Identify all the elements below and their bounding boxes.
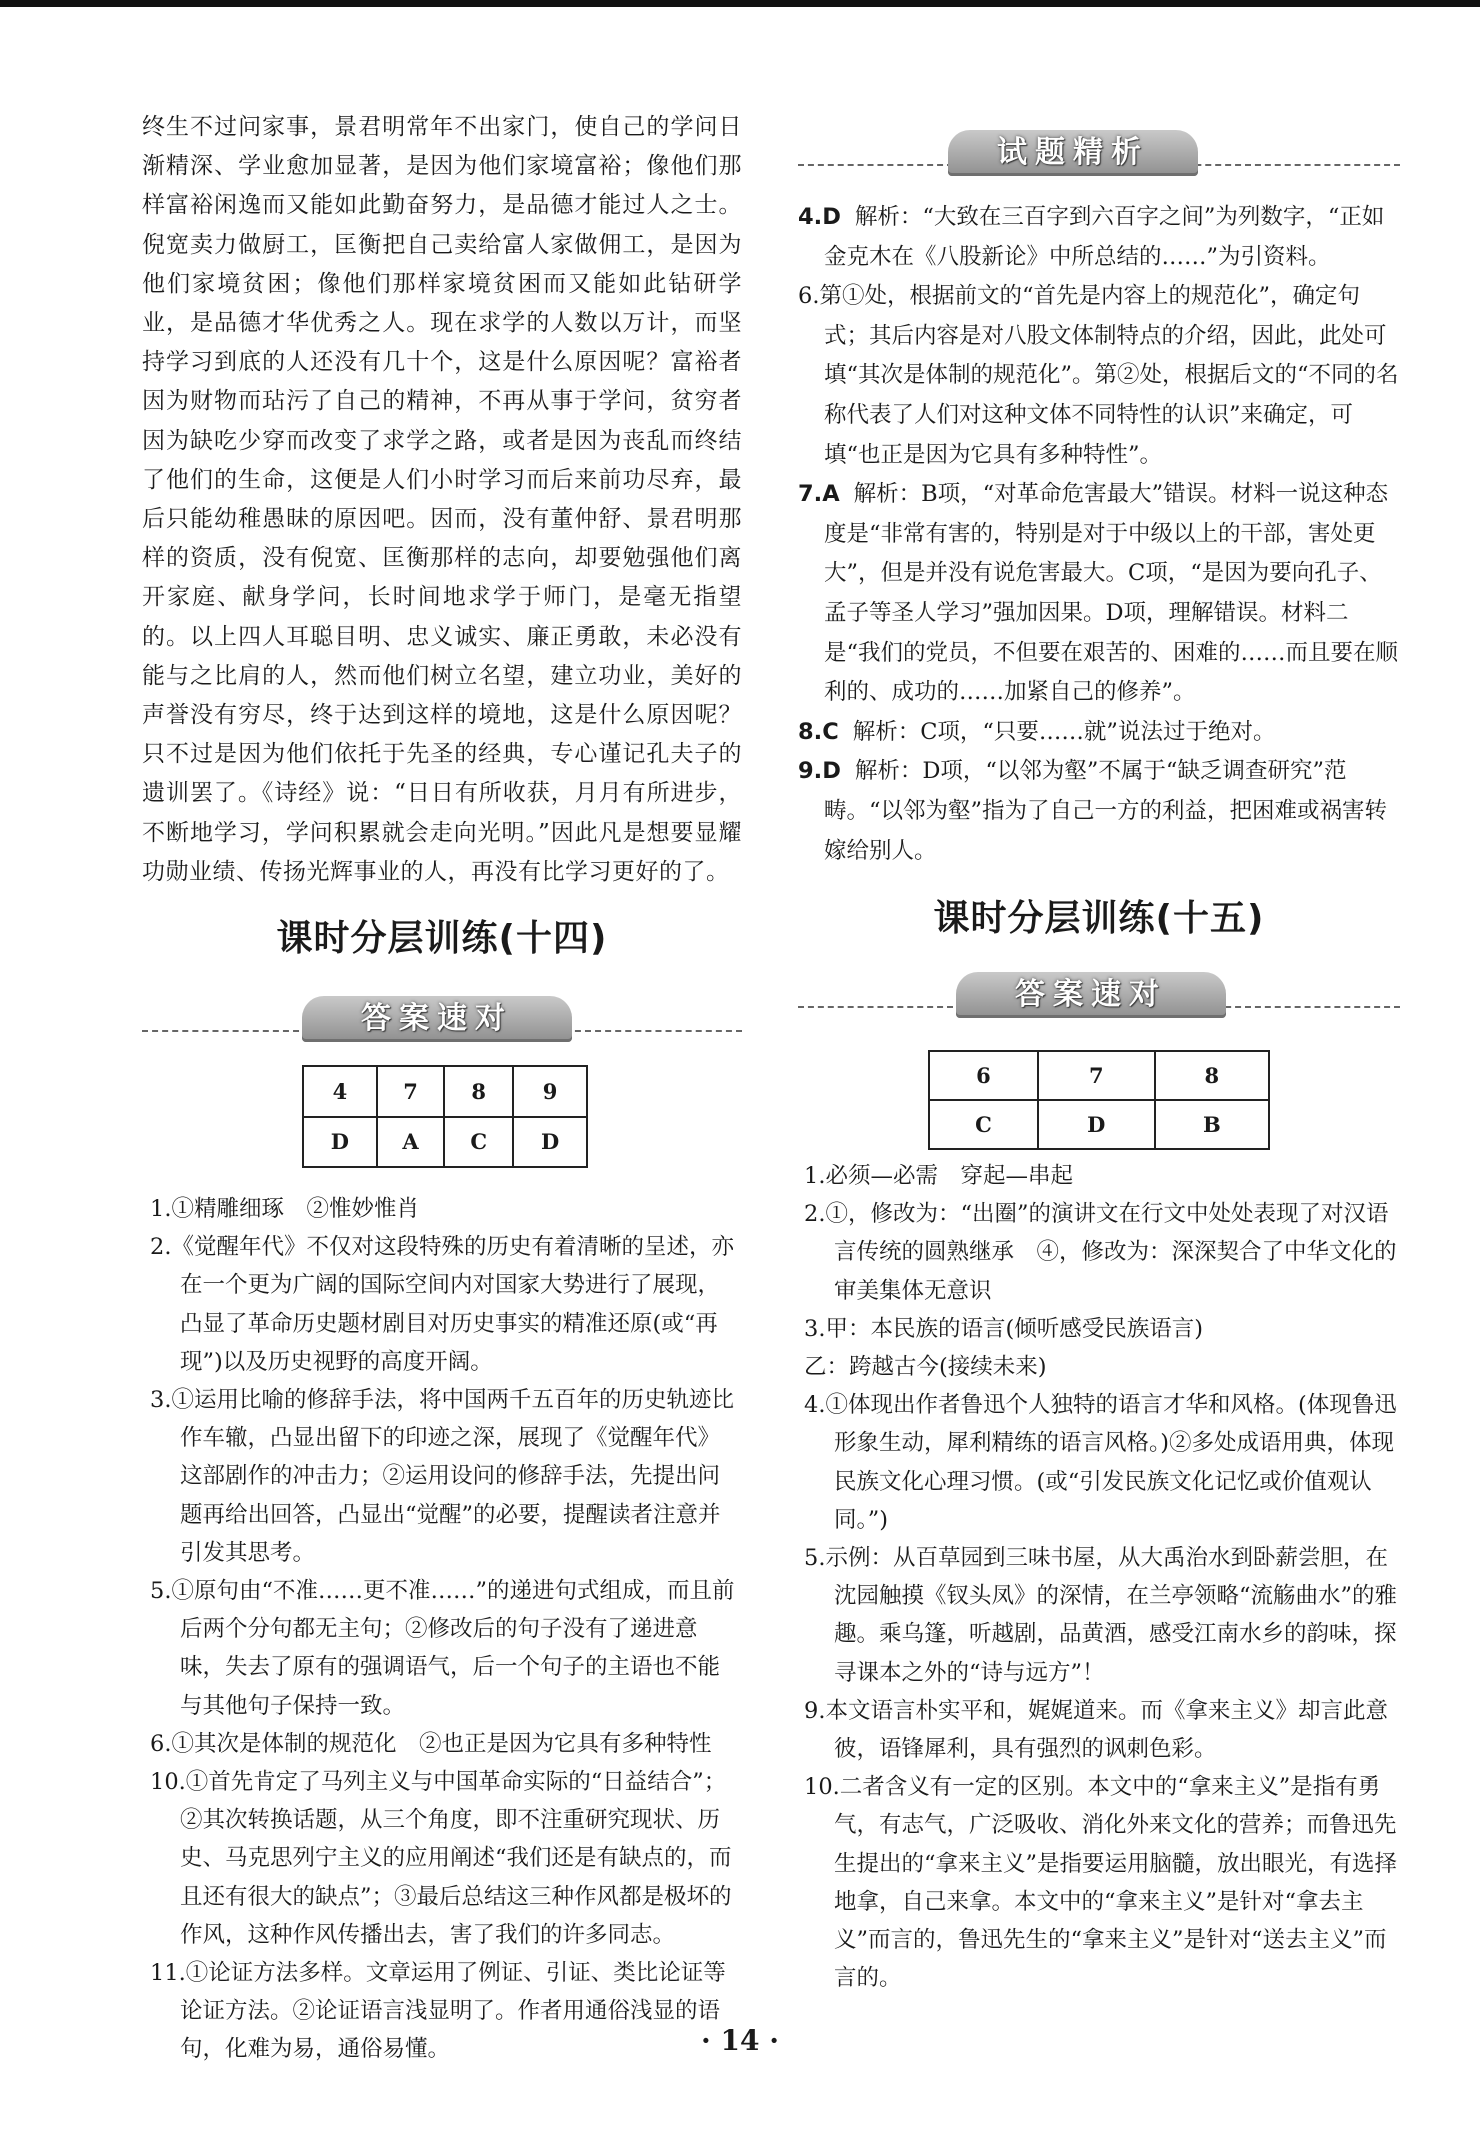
section-14-answers (150, 1190, 742, 2069)
jiexi-text: 解析：C项，“只要……就”说法过于绝对。 (852, 718, 1276, 745)
translation-paragraph: 终生不过问家事，景君明常年不出家门，使自己的学问日渐精深、学业愈加显著，是因为他们家境富裕；像他们那样富裕闲逸而又能如此勤奋努力，是品德才能过人之士。倪宽卖力做厨工，匡衡把自己卖给富人家做佣工，是因为他们家境贫困；像他们那样家境贫困而又能如此钻研学业，是品德才华优秀之人。现在求学的人数以万计，而坚持学习到底的人还没有几十个，这是什么原因呢？富裕者因为财物而玷污了自己的精神，不再从事于学问，贫穷者因为缺吃少穿而改变了求学之路，或者是因为丧乱而终结了他们的生命，这便是人们小时学习而后来前功尽弃，最后只能幼稚愚昧的原因吧。因而，没有董仲舒、景君明那样的资质，没有倪宽、匡衡那样的志向，却要勉强他们离开家庭、献身学问，长时间地求学于师门，是毫无指望的。以上四人耳聪目明、忠义诚实、廉正勇敢，未必没有能与之比肩的人，然而他们树立名望，建立功业，美好的声誉没有穷尽，终于达到这样的境地，这是什么原因呢？只不过是因为他们依托于先圣的经典，专心谨记孔夫子的遗训罢了。《诗经》说：“日日有所收获，月月有所进步，不断地学习，学问积累就会走向光明。”因此凡是想要显耀功勋业绩、传扬光辉事业的人，再没有比学习更好的了。 (142, 114, 742, 885)
section-14-banner (142, 996, 742, 1048)
answer-item: 5.①原句由“不准……更不准……”的递进句式组成，而且前后两个分句都无主句；②修改后的句子没有了递进意味，失去了原有的强调语气，后一个句子的主语也不能与其他句子保持一致。 (150, 1578, 735, 1719)
section-14-answer-table (302, 1065, 588, 1168)
section-15-banner (798, 972, 1400, 1024)
table-cell: 4 (303, 1066, 377, 1117)
table-cell: C (929, 1100, 1038, 1149)
jiexi-item (798, 277, 1400, 475)
answer-item: 5.示例：从百草园到三味书屋，从大禹治水到卧薪尝胆，在沈园触摸《钗头凤》的深情，在兰亭领略“流觞曲水”的雅趣。乘乌篷，听越剧，品黄酒，感受江南水乡的韵味，探寻课本之外的“诗与远方”！ (804, 1545, 1398, 1686)
jiexi-text: 解析：“大致在三百字到六百字之间”为列数字，“正如金克木在《八股新论》中所总结的……”为引资料。 (824, 204, 1385, 270)
section-14-title: 课时分层训练(十四) (276, 918, 608, 959)
question-number: 8.C (798, 718, 839, 745)
table-row (303, 1066, 587, 1117)
table-cell: B (1155, 1100, 1269, 1149)
answer-item: 6.①其次是体制的规范化 ②也正是因为它具有多种特性 (150, 1730, 712, 1757)
table-cell: 7 (1038, 1051, 1155, 1100)
answer-item: 2.①，修改为：“出圈”的演讲文在行文中处处表现了对汉语言传统的圆熟继承 ④，修改为：深深契合了中华文化的审美集体无意识 (804, 1201, 1397, 1304)
section-15-title: 课时分层训练(十五) (933, 898, 1265, 939)
answer-item: 10.①首先肯定了马列主义与中国革命实际的“日益结合”；②其次转换话题，从三个角度，即不注重研究现状、历史、马克思列宁主义的应用阐述“我们还是有缺点的，而且还有很大的缺点”；③最后总结这三种作风都是极坏的作风，这种作风传播出去，害了我们的许多同志。 (150, 1769, 732, 1948)
table-row (929, 1100, 1269, 1149)
jiexi-text: 解析：D项，“以邻为壑”不属于“缺乏调查研究”范畴。“以邻为壑”指为了自己一方的利益，把困难或祸害转嫁给别人。 (824, 758, 1388, 864)
table-cell: C (444, 1117, 513, 1168)
top-rule (0, 0, 1480, 7)
banner-label: 答案速对 (302, 996, 572, 1042)
page-number: · 14 · (701, 2024, 779, 2057)
table-cell: 7 (377, 1066, 444, 1117)
answer-item: 3.甲：本民族的语言(倾听感受民族语言) (804, 1315, 1204, 1342)
table-cell: 8 (444, 1066, 513, 1117)
answer-item: 1.①精雕细琢 ②惟妙惟肖 (150, 1196, 419, 1222)
jiexi-item (798, 752, 1400, 871)
table-cell: 6 (929, 1051, 1038, 1100)
jiexi-section (798, 198, 1400, 871)
table-cell: D (303, 1117, 377, 1168)
question-number: 9.D (798, 758, 841, 785)
question-number: 4.D (798, 204, 841, 230)
table-cell: 9 (513, 1066, 587, 1117)
jiexi-text: 6.第①处，根据前文的“首先是内容上的规范化”，确定句式；其后内容是对八股文体制特点的介绍，因此，此处可填“其次是体制的规范化”。第②处，根据后文的“不同的名称代表了人们对这种文体不同特性的认识”来确定，可填“也正是因为它具有多种特性”。 (798, 283, 1399, 468)
answer-item: 4.①体现出作者鲁迅个人独特的语言才华和风格。(体现鲁迅形象生动，犀利精练的语言风格。)②多处成语用典，体现民族文化心理习惯。(或“引发民族文化记忆或价值观认同。”) (804, 1392, 1397, 1533)
table-row (303, 1117, 587, 1168)
table-row (929, 1051, 1269, 1100)
table-cell: 8 (1155, 1051, 1269, 1100)
answer-item: 9.本文语言朴实平和，娓娓道来。而《拿来主义》却言此意彼，语锋犀利，具有强烈的讽刺色彩。 (804, 1697, 1388, 1763)
banner-label: 试题精析 (948, 130, 1198, 176)
answer-item: 2.《觉醒年代》不仅对这段特殊的历史有着清晰的呈述，亦在一个更为广阔的国际空间内对国家大势进行了展现，凸显了革命历史题材剧目对历史事实的精准还原(或“再现”)以及历史视野的高度开阔。 (150, 1234, 734, 1375)
table-cell: A (377, 1117, 444, 1168)
answer-item: 3.①运用比喻的修辞手法，将中国两千五百年的历史轨迹比作车辙，凸显出留下的印迹之深，展现了《觉醒年代》这部剧作的冲击力；②运用设问的修辞手法，先提出问题再给出回答，凸显出“觉醒”的必要，提醒读者注意并引发其思考。 (150, 1387, 734, 1566)
banner-label: 答案速对 (956, 972, 1226, 1018)
section-15-answers (804, 1157, 1400, 1997)
jiexi-item (798, 198, 1400, 277)
jiexi-item (798, 475, 1400, 713)
jiexi-item (798, 713, 1400, 753)
answer-item: 1.必须—必需 穿起—串起 (804, 1163, 1073, 1189)
answer-item: 乙：跨越古今(接续未来) (804, 1354, 1047, 1381)
section-15-answer-table (928, 1050, 1270, 1150)
answer-item: 11.①论证方法多样。文章运用了例证、引证、类比论证等论证方法。②论证语言浅显明了。作者用通俗浅显的语句，化难为易，通俗易懂。 (150, 1960, 726, 2063)
jiexi-banner (798, 130, 1400, 182)
answer-item: 10.二者含义有一定的区别。本文中的“拿来主义”是指有勇气，有志气，广泛吸收、消化外来文化的营养；而鲁迅先生提出的“拿来主义”是指要运用脑髓，放出眼光，有选择地拿，自己来拿。本文中的“拿来主义”是针对“拿去主义”而言的，鲁迅先生的“拿来主义”是针对“送去主义”而言的。 (804, 1774, 1398, 1992)
jiexi-text: 解析：B项，“对革命危害最大”错误。材料一说这种态度是“非常有害的，特别是对于中级以上的干部，害处更大”，但是并没有说危害最大。C项，“是因为要向孔子、孟子等圣人学习”强加因果。D项，理解错误。材料二是“我们的党员，不但要在艰苦的、困难的……而且要在顺利的、成功的……加紧自己的修养”。 (824, 481, 1399, 706)
table-cell: D (1038, 1100, 1155, 1149)
table-cell: D (513, 1117, 587, 1168)
question-number: 7.A (798, 481, 840, 508)
